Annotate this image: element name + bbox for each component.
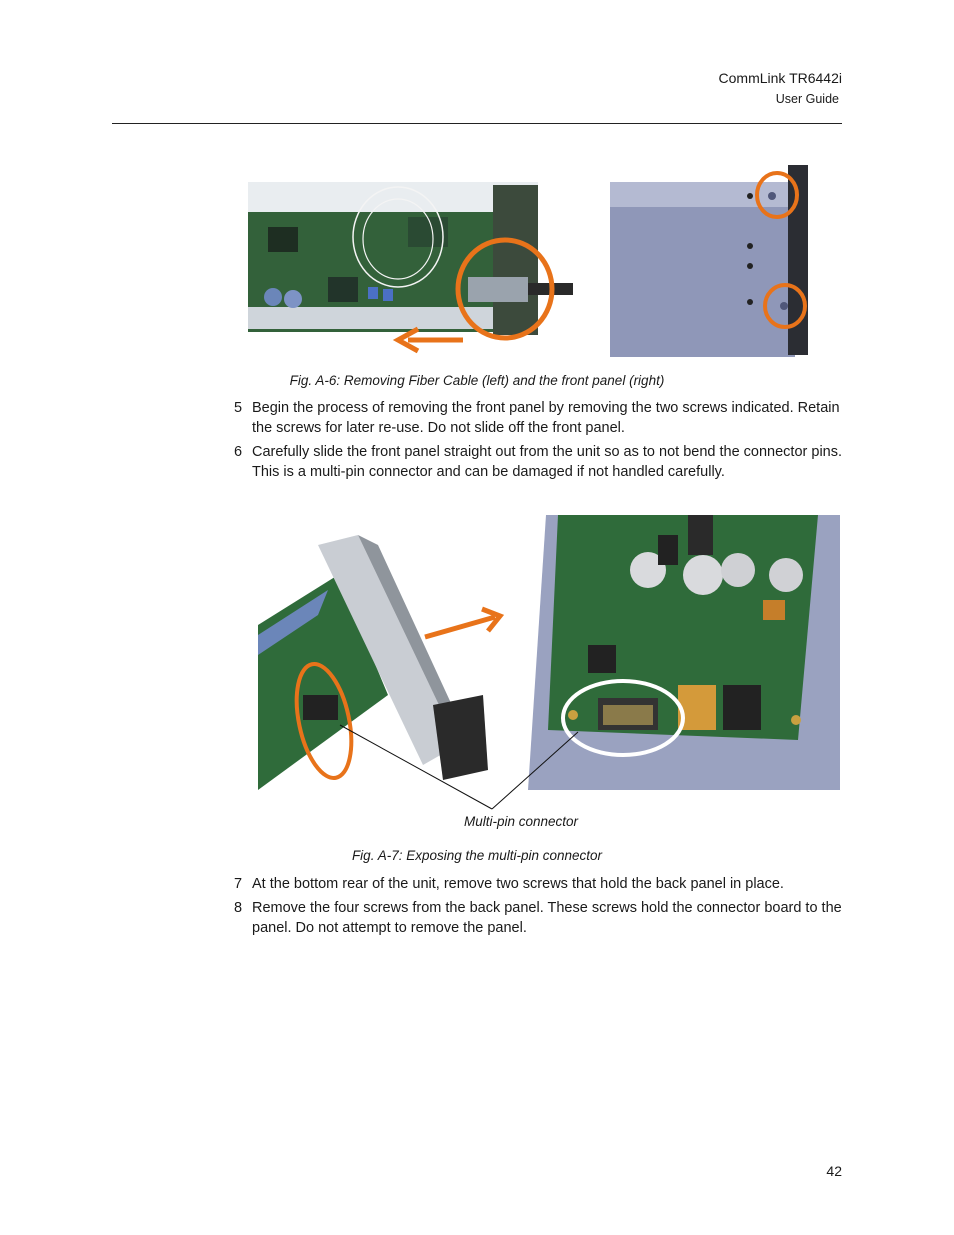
- multi-pin-connector-label: Multi-pin connector: [464, 814, 579, 829]
- front-panel-photo: [610, 160, 822, 360]
- figure-a6-caption: Fig. A-6: Removing Fiber Cable (left) and the front panel (right): [289, 373, 665, 388]
- step-7: [234, 875, 844, 895]
- document-subtitle: User Guide: [775, 92, 839, 106]
- header-rule: [112, 123, 842, 124]
- step-8: [234, 899, 844, 938]
- step-text: Carefully slide the front panel straight out from the unit so as to not bend the connector pins. This is a multi-pin connector and can be damaged if not handled carefully.: [252, 444, 843, 480]
- step-number: 5: [234, 400, 243, 416]
- step-6: [234, 443, 844, 482]
- callout-leader-lines: [330, 710, 630, 815]
- document-title: CommLink TR6442i: [718, 70, 842, 86]
- slide-out-arrow-icon: [420, 605, 510, 645]
- step-text: Remove the four screws from the back panel. These screws hold the connector board to the panel. Do not attempt to remove the panel.: [252, 900, 842, 936]
- step-number: 8: [234, 900, 243, 916]
- fiber-cable-photo: [248, 157, 580, 362]
- step-5: [234, 399, 844, 438]
- step-text: At the bottom rear of the unit, remove two screws that hold the back panel in place.: [252, 876, 784, 892]
- step-text: Begin the process of removing the front panel by removing the two screws indicated. Retain the screws for later re-use. Do not slide off the front panel.: [252, 400, 840, 436]
- page-number: 42: [826, 1163, 842, 1179]
- figure-a7-caption: Fig. A-7: Exposing the multi-pin connector: [351, 848, 603, 863]
- step-number: 7: [234, 876, 243, 892]
- step-number: 6: [234, 444, 243, 460]
